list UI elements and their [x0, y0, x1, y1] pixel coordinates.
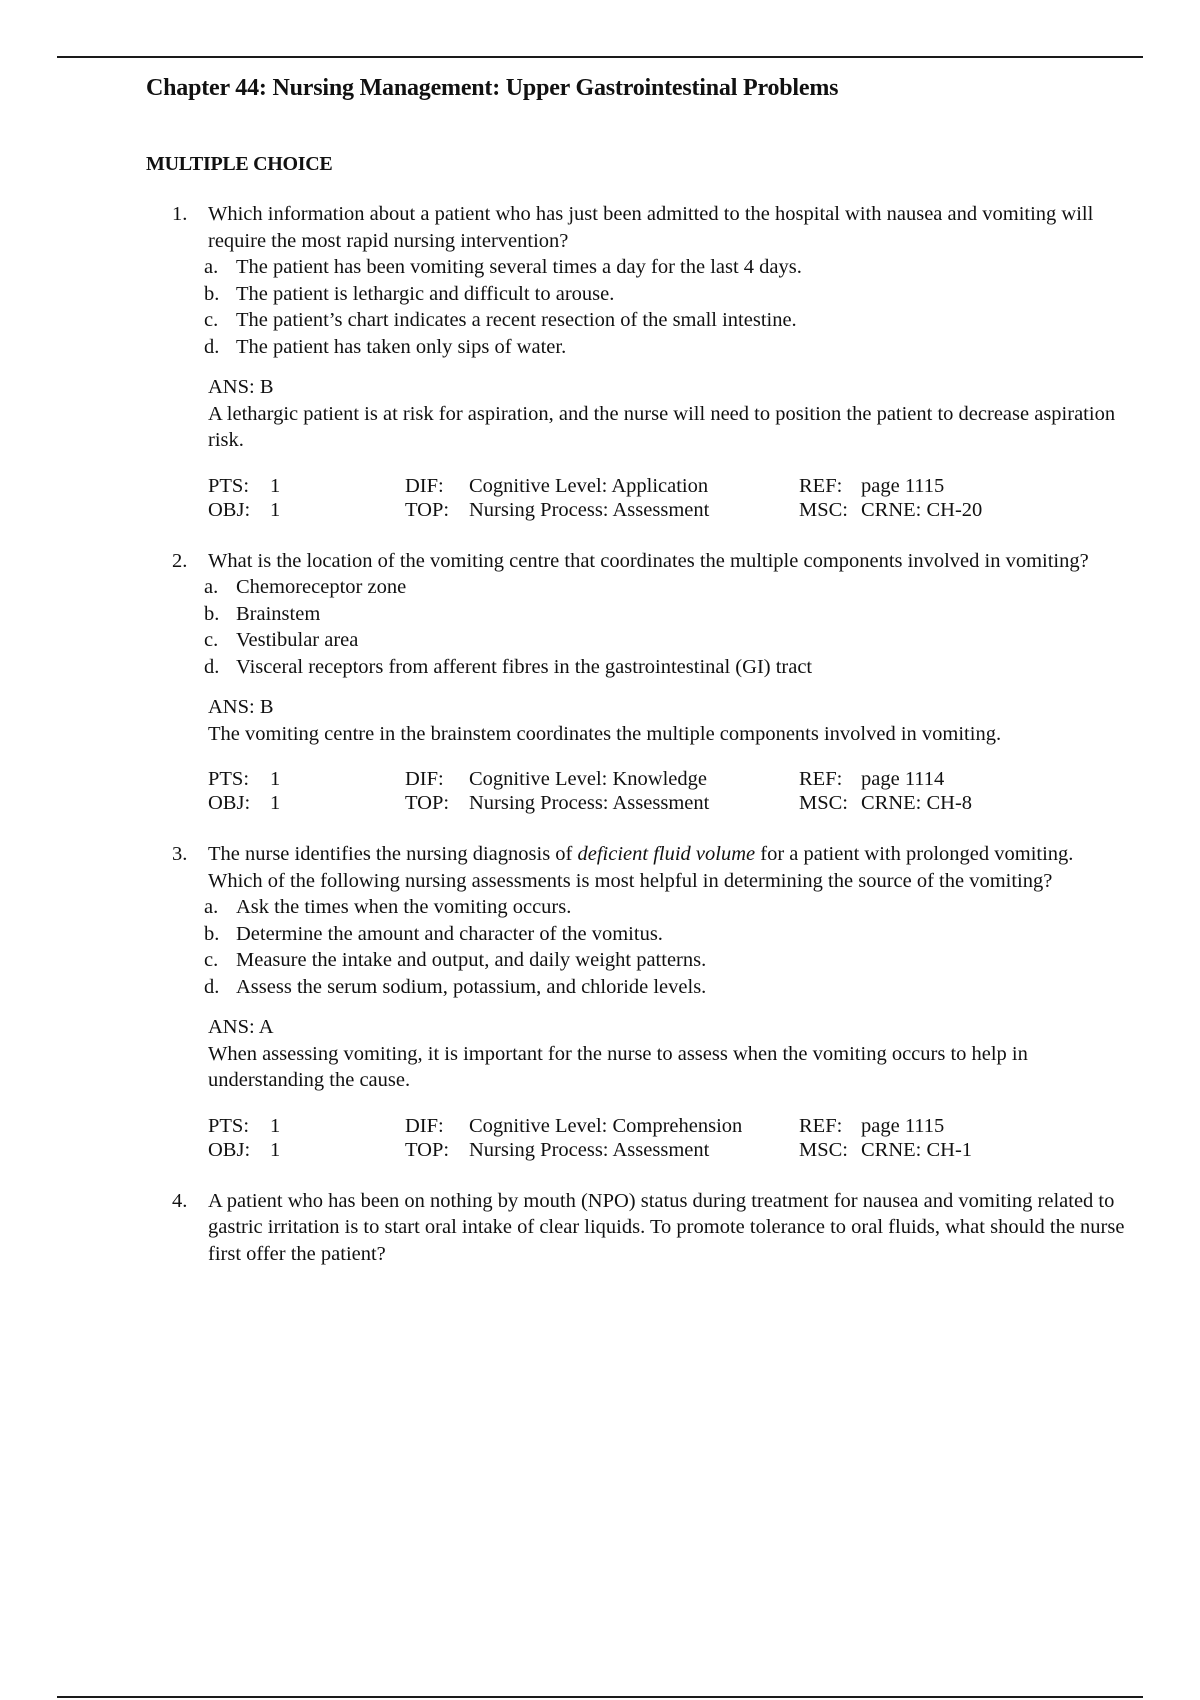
chapter-title: Chapter 44: Nursing Management: Upper Gastrointestinal Problems: [146, 75, 839, 101]
rationale: When assessing vomiting, it is important for the nurse to assess when the vomiting occurs to help in understanding the cause.: [208, 1042, 1028, 1091]
top-rule: [57, 56, 1143, 58]
rationale: A lethargic patient is at risk for aspiration, and the nurse will need to position the patient to decrease aspiration risk.: [208, 402, 1116, 451]
question-4: [146, 1188, 1126, 1268]
option-d: d. The patient has taken only sips of water.: [204, 335, 567, 358]
question-stem: A patient who has been on nothing by mouth (NPO) status during treatment for nausea and vomiting related to gastric irritation is to start oral intake of clear liquids. To promote tolerance to oral fluids, what should the nurse first offer the patient?: [208, 1189, 1125, 1265]
question-stem: The nurse identifies the nursing diagnosis of deficient fluid volume for a patient with prolonged vomiting. Which of the following nursing assessments is most helpful in determining the source of the vomiting?: [208, 843, 1074, 892]
question-metadata: [208, 1114, 1126, 1162]
dif-field: DIF: Cognitive Level: Comprehension: [405, 1114, 743, 1137]
rationale: The vomiting centre in the brainstem coordinates the multiple components involved in vomiting.: [208, 722, 1002, 745]
italic-term: deficient fluid volume: [577, 843, 756, 865]
option-a: a. Chemoreceptor zone: [204, 576, 407, 598]
section-title: MULTIPLE CHOICE: [146, 153, 333, 175]
pts-field: PTS: 1: [208, 1114, 281, 1137]
question-stem: Which information about a patient who has just been admitted to the hospital with nausea and vomiting will require the most rapid nursing intervention?: [208, 203, 1094, 252]
option-d: d. Visceral receptors from afferent fibres in the gastrointestinal (GI) tract: [204, 655, 813, 678]
obj-field: OBJ: 1: [208, 792, 281, 814]
answer-key: ANS: B: [208, 376, 274, 398]
dif-field: DIF: Cognitive Level: Knowledge: [405, 768, 707, 790]
pts-field: PTS: 1: [208, 474, 281, 497]
option-a: a. The patient has been vomiting several times a day for the last 4 days.: [204, 256, 802, 278]
ref-field: REF: page 1114: [799, 768, 945, 790]
obj-field: OBJ: 1: [208, 1138, 281, 1161]
answer-key: ANS: B: [208, 696, 274, 718]
option-c: c. The patient’s chart indicates a recent resection of the small intestine.: [204, 309, 797, 331]
msc-field: MSC: CRNE: CH-1: [799, 1138, 973, 1161]
option-d: d. Assess the serum sodium, potassium, and chloride levels.: [204, 975, 707, 998]
question-number: 1.: [172, 203, 188, 225]
options-list: [204, 254, 1126, 360]
obj-field: OBJ: 1: [208, 498, 281, 521]
question-metadata: [208, 474, 1126, 522]
option-a: a. Ask the times when the vomiting occurs.: [204, 896, 572, 918]
option-b: b. The patient is lethargic and difficult to arouse.: [204, 282, 615, 305]
ref-field: REF: page 1115: [799, 474, 945, 497]
answer-block: [208, 374, 1126, 454]
ref-field: REF: page 1115: [799, 1114, 945, 1137]
question-stem: What is the location of the vomiting centre that coordinates the multiple components involved in vomiting?: [208, 549, 1089, 572]
options-list: [204, 574, 1126, 680]
option-c: c. Measure the intake and output, and daily weight patterns.: [204, 949, 707, 971]
question-1: [146, 201, 1126, 522]
top-field: TOP: Nursing Process: Assessment: [405, 792, 710, 814]
answer-block: [208, 1014, 1126, 1094]
answer-key: ANS: A: [208, 1016, 274, 1038]
options-list: [204, 894, 1126, 1000]
msc-field: MSC: CRNE: CH-8: [799, 792, 973, 814]
question-number: 2.: [172, 549, 188, 572]
answer-block: [208, 694, 1126, 747]
option-c: c. Vestibular area: [204, 629, 359, 651]
dif-field: DIF: Cognitive Level: Application: [405, 474, 709, 497]
top-field: TOP: Nursing Process: Assessment: [405, 1138, 710, 1161]
top-field: TOP: Nursing Process: Assessment: [405, 498, 710, 521]
question-3: [146, 841, 1126, 1162]
question-number: 4.: [172, 1189, 188, 1212]
msc-field: MSC: CRNE: CH-20: [799, 498, 983, 521]
pts-field: PTS: 1: [208, 768, 281, 790]
question-number: 3.: [172, 843, 188, 865]
document-page: [146, 72, 1126, 1267]
bottom-rule: [57, 1696, 1143, 1698]
question-2: [146, 548, 1126, 816]
option-b: b. Brainstem: [204, 602, 321, 625]
question-metadata: [208, 767, 1126, 815]
option-b: b. Determine the amount and character of the vomitus.: [204, 922, 663, 945]
